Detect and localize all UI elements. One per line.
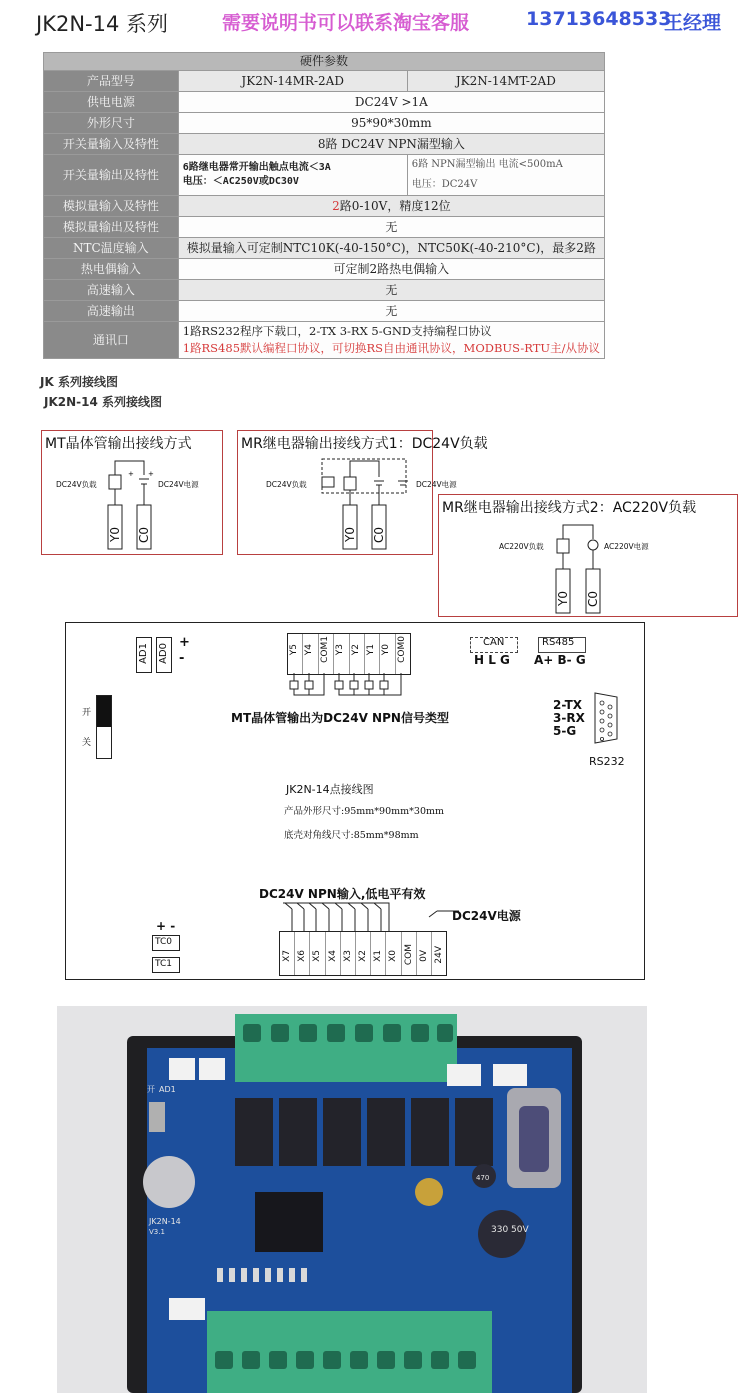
mr1-power-label: DC24V电源 (416, 480, 457, 489)
spec-label: 高速输入 (44, 280, 179, 301)
spec-value: DC24V >1A (178, 92, 604, 113)
silk-open: 开 (147, 1085, 155, 1094)
mr2-load-label: AC220V负载 (499, 542, 544, 551)
tc-polarity: + - (156, 919, 176, 933)
rs485-label: RS485 (542, 637, 575, 648)
can-label: CAN (483, 637, 505, 648)
output-terminal: Y3 (334, 634, 349, 674)
capacitor-label-2: 470 (476, 1174, 490, 1182)
mt-power-label: DC24V电源 (158, 480, 199, 489)
contact-text: 需要说明书可以联系淘宝客服 (222, 12, 470, 34)
mt-output-note: MT晶体管输出为DC24V NPN信号类型 (231, 711, 449, 725)
spec-value: 模拟量输入可定制NTC10K(-40-150°C)，NTC50K(-40-210°C)，最多2路 (178, 238, 604, 259)
spec-label: 模拟量输出及特性 (44, 217, 179, 238)
base-size: 底壳对角线尺寸:85mm*98mm (284, 830, 419, 841)
run-switch (96, 695, 112, 759)
input-terminal: COM (402, 932, 417, 975)
silk-ad: AD1 (159, 1085, 176, 1094)
mr1-load-label: DC24V负载 (266, 480, 307, 489)
mr1-y0-terminal: Y0 (343, 527, 357, 543)
plc-board-photo (57, 1006, 647, 1393)
spec-value: 95*90*30mm (178, 113, 604, 134)
input-terminal: 0V (417, 932, 432, 975)
input-note: DC24V NPN输入,低电平有效 (259, 887, 426, 901)
spec-label: 开关量输出及特性 (44, 155, 179, 196)
spec-table-title: 硬件参数 (44, 53, 605, 71)
spec-value: 无 (178, 280, 604, 301)
spec-value: 8路 DC24V NPN漏型输入 (178, 134, 604, 155)
tc1-label: TC1 (155, 959, 172, 969)
spec-output-mr: 6路继电器常开输出触点电流＜3A 电压：＜AC250V或DC30V (178, 155, 407, 196)
input-terminal-block (279, 931, 447, 976)
mr1-wiring-box (237, 430, 488, 555)
spec-value: 无 (178, 217, 604, 238)
mr1-wiring-title: MR继电器输出接线方式1：DC24V负载 (241, 436, 488, 452)
spec-label: 外形尺寸 (44, 113, 179, 134)
spec-model-mr: JK2N-14MR-2AD (178, 71, 407, 92)
mr1-c0-terminal: C0 (372, 527, 386, 544)
mr2-c0-terminal: C0 (586, 591, 600, 608)
rs232-pins: 2-TX 3-RX 5-G (553, 698, 585, 738)
tc0-label: TC0 (155, 937, 172, 947)
input-switch-symbols (279, 899, 464, 933)
mr2-y0-terminal: Y0 (556, 591, 570, 607)
can-pins: H L G (474, 653, 510, 667)
output-terminal: COM1 (319, 634, 334, 674)
output-terminal-block (287, 633, 411, 675)
mt-wiring-box (41, 430, 223, 555)
input-terminal: X3 (341, 932, 356, 975)
input-terminal: X1 (371, 932, 386, 975)
mt-wiring-svg (42, 431, 222, 554)
switch-off-label: 关 (82, 738, 92, 748)
svg-text:+: + (148, 470, 154, 478)
input-terminal: 24V (433, 946, 444, 964)
input-terminal: X5 (310, 932, 325, 975)
spec-label: 开关量输入及特性 (44, 134, 179, 155)
mt-c0-terminal: C0 (137, 527, 151, 544)
mt-y0-terminal: Y0 (108, 527, 122, 543)
spec-label: 模拟量输入及特性 (44, 196, 179, 217)
power-note: DC24V电源 (452, 909, 521, 923)
ad-minus: - (179, 651, 185, 666)
board-diagram (65, 622, 645, 980)
output-terminal: Y5 (288, 634, 303, 674)
rs485-pins: A+ B- G (534, 653, 586, 667)
spec-label: NTC温度输入 (44, 238, 179, 259)
spec-label: 产品型号 (44, 71, 179, 92)
diagram-title: JK2N-14点接线图 (286, 783, 374, 796)
product-size: 产品外形尺寸:95mm*90mm*30mm (284, 806, 445, 817)
capacitor-label: 330 50V (491, 1225, 529, 1235)
spec-label: 供电电源 (44, 92, 179, 113)
input-terminal: X0 (386, 932, 401, 975)
spec-output-mt: 6路 NPN漏型输出 电流<500mA 电压：DC24V (407, 155, 604, 196)
section-jk: JK 系列接线图 (40, 375, 118, 389)
output-terminal: Y0 (380, 634, 395, 674)
spec-value: 无 (178, 301, 604, 322)
spec-label: 热电偶输入 (44, 259, 179, 280)
spec-model-mt: JK2N-14MT-2AD (407, 71, 604, 92)
hardware-spec-table (43, 52, 605, 359)
rs232-connector (592, 689, 620, 747)
output-terminal: Y4 (303, 634, 318, 674)
svg-text:+: + (128, 470, 134, 478)
silk-model: JK2N-14 (149, 1217, 181, 1226)
mr2-wiring-box (438, 494, 738, 617)
input-terminal: X2 (356, 932, 371, 975)
spec-label: 高速输出 (44, 301, 179, 322)
input-terminal: X4 (326, 932, 341, 975)
spec-label: 通讯口 (44, 322, 179, 359)
output-terminal: Y2 (350, 634, 365, 674)
section-jk2n: JK2N-14 系列接线图 (44, 395, 163, 409)
output-relay-symbols (287, 673, 409, 703)
mt-wiring-title: MT晶体管输出接线方式 (45, 436, 192, 452)
mr1-wiring-svg (238, 431, 432, 554)
output-terminal: COM0 (396, 636, 407, 663)
input-terminal: X7 (280, 932, 295, 975)
contact-phone: 13713648533 (526, 8, 672, 30)
series-title: JK2N-14 系列 (36, 12, 169, 36)
spec-comm: 1路RS232程序下载口，2-TX 3-RX 5-GND支持编程口协议 1路RS485默认编程口协议，可切换RS自由通讯协议，MODBUS-RTU主/从协议 (178, 322, 604, 359)
ad1-label: AD1 (138, 643, 149, 664)
ad-plus: + (179, 635, 190, 650)
rs232-label: RS232 (589, 755, 625, 768)
contact-manager: 王经理 (664, 12, 722, 34)
spec-value: 可定制2路热电偶输入 (178, 259, 604, 280)
spec-value: 2路0-10V，精度12位 (178, 196, 604, 217)
mt-load-label: DC24V负载 (56, 480, 97, 489)
silk-version: V3.1 (149, 1228, 165, 1236)
input-terminal: X6 (295, 932, 310, 975)
mr2-wiring-title: MR继电器输出接线方式2：AC220V负载 (442, 500, 697, 516)
mr2-power-label: AC220V电源 (604, 542, 649, 551)
output-terminal: Y1 (365, 634, 380, 674)
ad0-label: AD0 (158, 643, 169, 664)
switch-on-label: 开 (82, 708, 92, 718)
